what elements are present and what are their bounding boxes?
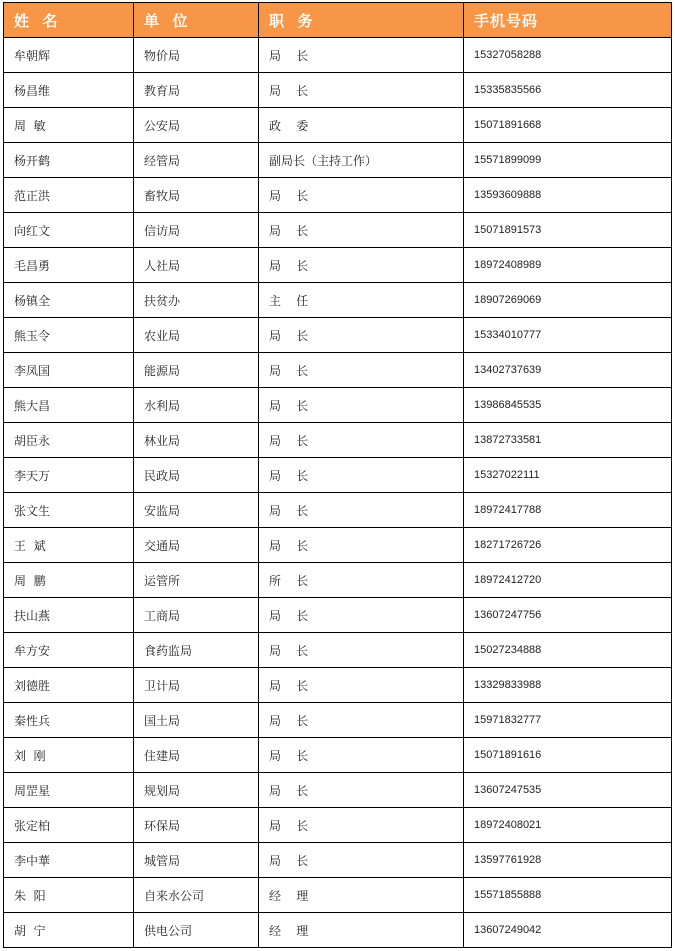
- cell-position: 政 委: [259, 108, 464, 143]
- cell-name: 张定柏: [4, 808, 134, 843]
- cell-position: 局 长: [259, 353, 464, 388]
- cell-name: 周 敏: [4, 108, 134, 143]
- cell-position: 经 理: [259, 913, 464, 948]
- cell-unit: 教育局: [134, 73, 259, 108]
- table-row: [4, 668, 672, 703]
- cell-unit: 信访局: [134, 213, 259, 248]
- table-row: [4, 283, 672, 318]
- table-row: [4, 808, 672, 843]
- cell-unit: 经管局: [134, 143, 259, 178]
- cell-unit: 城管局: [134, 843, 259, 878]
- header-name: 姓 名: [4, 3, 134, 38]
- cell-name: 杨镇全: [4, 283, 134, 318]
- cell-unit: 卫计局: [134, 668, 259, 703]
- cell-position: 局 长: [259, 423, 464, 458]
- cell-name: 熊大昌: [4, 388, 134, 423]
- table-row: [4, 773, 672, 808]
- cell-position: 局 长: [259, 178, 464, 213]
- cell-unit: 供电公司: [134, 913, 259, 948]
- cell-phone: 15327022111: [464, 458, 672, 493]
- table-row: [4, 38, 672, 73]
- cell-unit: 食药监局: [134, 633, 259, 668]
- table-row: [4, 913, 672, 948]
- cell-name: 杨昌维: [4, 73, 134, 108]
- contact-table: [3, 2, 672, 948]
- cell-phone: 13593609888: [464, 178, 672, 213]
- table-row: [4, 423, 672, 458]
- cell-position: 局 长: [259, 703, 464, 738]
- cell-position: 局 长: [259, 73, 464, 108]
- cell-name: 扶山燕: [4, 598, 134, 633]
- cell-position: 经 理: [259, 878, 464, 913]
- cell-name: 张文生: [4, 493, 134, 528]
- cell-position: 局 长: [259, 773, 464, 808]
- cell-unit: 人社局: [134, 248, 259, 283]
- table-row: [4, 213, 672, 248]
- cell-position: 局 长: [259, 213, 464, 248]
- cell-position: 局 长: [259, 598, 464, 633]
- table-row: [4, 738, 672, 773]
- cell-unit: 能源局: [134, 353, 259, 388]
- cell-unit: 住建局: [134, 738, 259, 773]
- table-row: [4, 843, 672, 878]
- table-header-row: [4, 3, 672, 38]
- cell-name: 牟朝辉: [4, 38, 134, 73]
- cell-phone: 13607249042: [464, 913, 672, 948]
- cell-phone: 13402737639: [464, 353, 672, 388]
- cell-phone: 18271726726: [464, 528, 672, 563]
- cell-phone: 18972412720: [464, 563, 672, 598]
- cell-name: 秦性兵: [4, 703, 134, 738]
- table-row: [4, 178, 672, 213]
- cell-name: 胡臣永: [4, 423, 134, 458]
- cell-name: 李凤国: [4, 353, 134, 388]
- table-row: [4, 388, 672, 423]
- cell-name: 朱 阳: [4, 878, 134, 913]
- cell-unit: 国土局: [134, 703, 259, 738]
- cell-name: 向红文: [4, 213, 134, 248]
- cell-position: 局 长: [259, 458, 464, 493]
- cell-name: 刘德胜: [4, 668, 134, 703]
- cell-unit: 畜牧局: [134, 178, 259, 213]
- cell-name: 熊玉令: [4, 318, 134, 353]
- table-row: [4, 598, 672, 633]
- cell-position: 局 长: [259, 633, 464, 668]
- cell-phone: 15327058288: [464, 38, 672, 73]
- cell-unit: 规划局: [134, 773, 259, 808]
- cell-phone: 15071891573: [464, 213, 672, 248]
- cell-phone: 15571899099: [464, 143, 672, 178]
- cell-phone: 18972408021: [464, 808, 672, 843]
- cell-phone: 18972417788: [464, 493, 672, 528]
- cell-phone: 13607247756: [464, 598, 672, 633]
- cell-unit: 水利局: [134, 388, 259, 423]
- cell-unit: 环保局: [134, 808, 259, 843]
- cell-unit: 工商局: [134, 598, 259, 633]
- cell-position: 局 长: [259, 528, 464, 563]
- table-row: [4, 528, 672, 563]
- cell-phone: 18907269069: [464, 283, 672, 318]
- cell-unit: 扶贫办: [134, 283, 259, 318]
- table-row: [4, 318, 672, 353]
- cell-name: 范正洪: [4, 178, 134, 213]
- cell-phone: 15971832777: [464, 703, 672, 738]
- cell-unit: 运管所: [134, 563, 259, 598]
- cell-unit: 自来水公司: [134, 878, 259, 913]
- cell-phone: 13986845535: [464, 388, 672, 423]
- header-phone: 手机号码: [464, 3, 672, 38]
- cell-phone: 13607247535: [464, 773, 672, 808]
- cell-name: 周 鹏: [4, 563, 134, 598]
- cell-phone: 13597761928: [464, 843, 672, 878]
- cell-unit: 民政局: [134, 458, 259, 493]
- cell-name: 李中華: [4, 843, 134, 878]
- cell-name: 王 斌: [4, 528, 134, 563]
- cell-position: 局 长: [259, 388, 464, 423]
- cell-unit: 林业局: [134, 423, 259, 458]
- cell-phone: 15071891668: [464, 108, 672, 143]
- header-unit: 单 位: [134, 3, 259, 38]
- cell-position: 局 长: [259, 738, 464, 773]
- cell-position: 局 长: [259, 808, 464, 843]
- cell-phone: 15071891616: [464, 738, 672, 773]
- cell-unit: 安监局: [134, 493, 259, 528]
- table-row: [4, 878, 672, 913]
- cell-name: 毛昌勇: [4, 248, 134, 283]
- cell-phone: 13329833988: [464, 668, 672, 703]
- cell-position: 主 任: [259, 283, 464, 318]
- cell-name: 牟方安: [4, 633, 134, 668]
- cell-phone: 15027234888: [464, 633, 672, 668]
- cell-unit: 交通局: [134, 528, 259, 563]
- cell-name: 杨开鹤: [4, 143, 134, 178]
- cell-phone: 15335835566: [464, 73, 672, 108]
- cell-phone: 15571855888: [464, 878, 672, 913]
- cell-phone: 18972408989: [464, 248, 672, 283]
- table-row: [4, 353, 672, 388]
- table-row: [4, 493, 672, 528]
- table-row: [4, 458, 672, 493]
- header-position: 职 务: [259, 3, 464, 38]
- cell-unit: 农业局: [134, 318, 259, 353]
- table-row: [4, 563, 672, 598]
- table-row: [4, 73, 672, 108]
- table-row: [4, 248, 672, 283]
- cell-position: 局 长: [259, 668, 464, 703]
- table-row: [4, 633, 672, 668]
- table-row: [4, 143, 672, 178]
- cell-name: 刘 刚: [4, 738, 134, 773]
- cell-position: 副局长（主持工作）: [259, 143, 464, 178]
- cell-position: 局 长: [259, 843, 464, 878]
- cell-position: 局 长: [259, 38, 464, 73]
- cell-unit: 物价局: [134, 38, 259, 73]
- table-row: [4, 703, 672, 738]
- cell-position: 局 长: [259, 318, 464, 353]
- table-row: [4, 108, 672, 143]
- cell-phone: 13872733581: [464, 423, 672, 458]
- cell-name: 胡 宁: [4, 913, 134, 948]
- cell-phone: 15334010777: [464, 318, 672, 353]
- cell-position: 所 长: [259, 563, 464, 598]
- cell-position: 局 长: [259, 493, 464, 528]
- cell-name: 李天万: [4, 458, 134, 493]
- cell-unit: 公安局: [134, 108, 259, 143]
- cell-name: 周罡星: [4, 773, 134, 808]
- cell-position: 局 长: [259, 248, 464, 283]
